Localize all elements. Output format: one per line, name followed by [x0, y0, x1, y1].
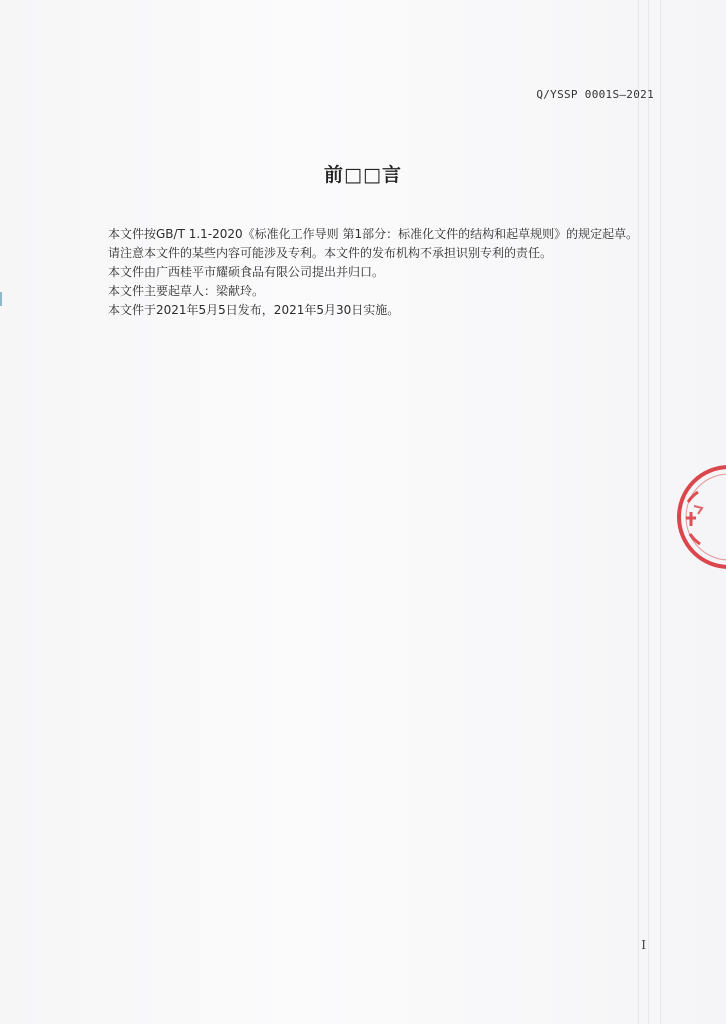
scan-fold-line	[660, 0, 661, 1024]
paragraph: 本文件按GB/T 1.1-2020《标准化工作导则 第1部分：标准化文件的结构和起草规则》的规定起草。	[108, 227, 639, 241]
paragraph: 本文件于2021年5月5日发布，2021年5月30日实施。	[108, 303, 400, 317]
company-seal-stamp	[674, 462, 726, 572]
document-code: Q/YSSP 0001S—2021	[536, 88, 654, 101]
scan-fold-line	[648, 0, 649, 1024]
scan-edge-mark	[0, 292, 2, 306]
page-number: I	[641, 938, 646, 952]
foreword-body	[84, 225, 659, 320]
paragraph: 本文件主要起草人：梁献玲。	[108, 284, 265, 298]
paragraph: 请注意本文件的某些内容可能涉及专利。本文件的发布机构不承担识别专利的责任。	[108, 246, 553, 260]
page-title: 前□□言	[324, 164, 402, 186]
paragraph: 本文件由广西桂平市耀硕食品有限公司提出并归口。	[108, 265, 385, 279]
scan-fold-line	[638, 0, 639, 1024]
